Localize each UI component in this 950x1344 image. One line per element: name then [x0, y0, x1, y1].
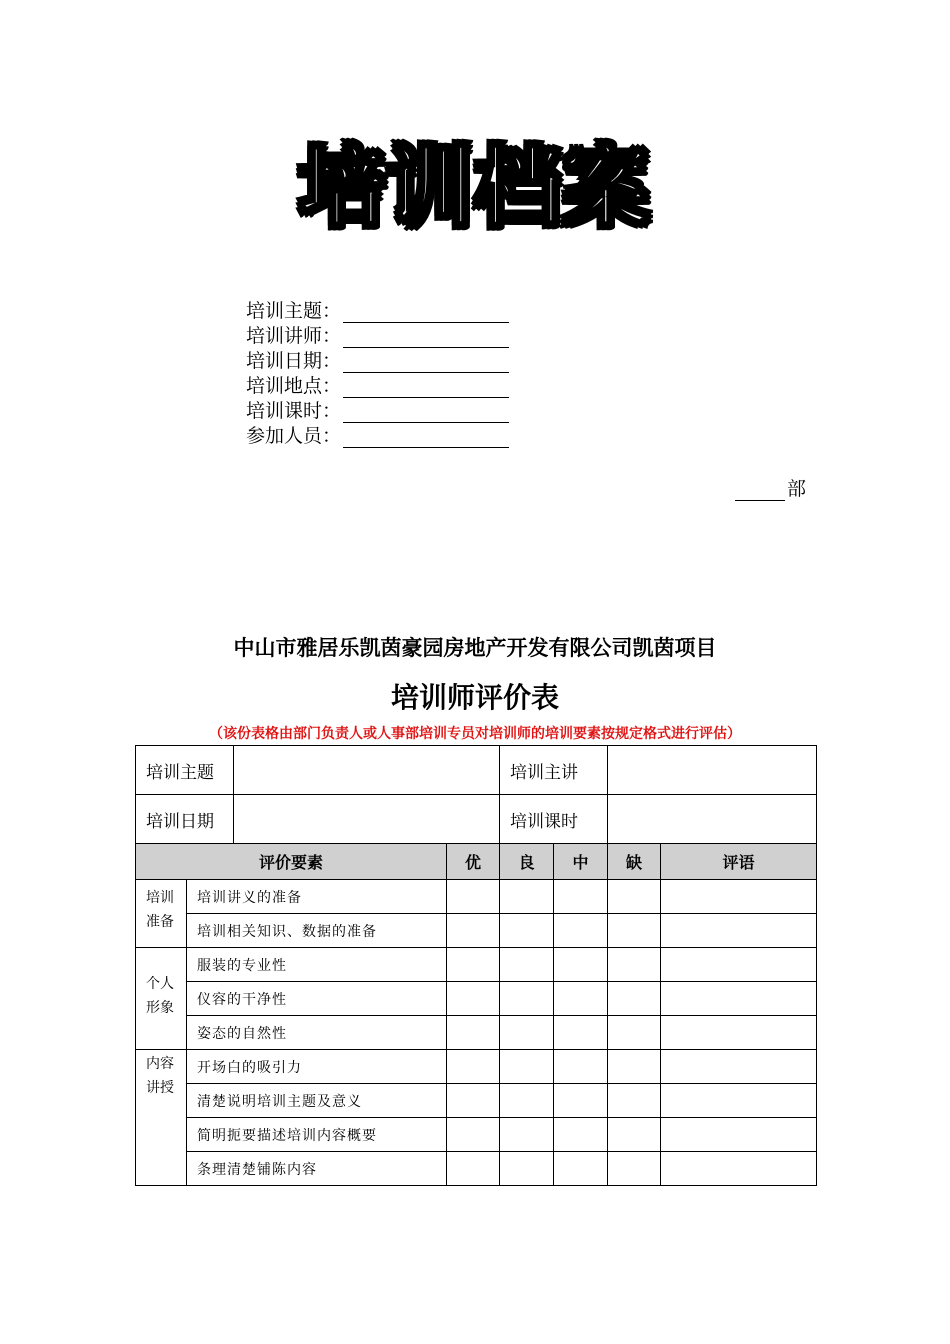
field-label: 培训讲师： [246, 325, 342, 347]
field-topic [246, 298, 509, 323]
item-label: 开场白的吸引力 [187, 1050, 447, 1084]
table-row [136, 948, 817, 982]
rating-good[interactable] [500, 1016, 554, 1050]
rating-good[interactable] [500, 948, 554, 982]
cover-fields [246, 298, 509, 448]
blank-line[interactable] [343, 328, 509, 348]
comment-cell[interactable] [661, 948, 817, 982]
rating-excellent[interactable] [447, 1016, 500, 1050]
header-lacking: 缺 [608, 844, 661, 880]
rating-good[interactable] [500, 1118, 554, 1152]
evaluation-table [135, 745, 817, 1186]
rating-medium[interactable] [554, 914, 608, 948]
comment-cell[interactable] [661, 880, 817, 914]
item-label: 简明扼要描述培训内容概要 [187, 1118, 447, 1152]
rating-medium[interactable] [554, 880, 608, 914]
comment-cell[interactable] [661, 982, 817, 1016]
category-label: 培训准备 [146, 890, 174, 930]
comment-cell[interactable] [661, 914, 817, 948]
rating-medium[interactable] [554, 982, 608, 1016]
cover-title: 培训档案 [299, 138, 651, 238]
field-hours [246, 398, 509, 423]
blank-line[interactable] [343, 428, 509, 448]
rating-lacking[interactable] [608, 1050, 661, 1084]
blank-line[interactable] [735, 480, 785, 501]
field-lecturer [246, 323, 509, 348]
form-note: （该份表格由部门负责人或人事部培训专员对培训师的培训要素按规定格式进行评估） [209, 726, 741, 742]
item-label: 仪容的干净性 [187, 982, 447, 1016]
field-label: 培训日期： [246, 350, 342, 372]
comment-cell[interactable] [661, 1084, 817, 1118]
table-row [136, 1084, 817, 1118]
rating-excellent[interactable] [447, 1152, 500, 1186]
date-input[interactable] [234, 795, 500, 844]
item-label: 清楚说明培训主题及意义 [187, 1084, 447, 1118]
rating-lacking[interactable] [608, 1016, 661, 1050]
field-label: 培训主题： [246, 300, 342, 322]
field-label: 参加人员： [246, 425, 342, 447]
item-label: 姿态的自然性 [187, 1016, 447, 1050]
comment-cell[interactable] [661, 1118, 817, 1152]
field-location [246, 373, 509, 398]
comment-cell[interactable] [661, 1016, 817, 1050]
table-row [136, 1050, 817, 1084]
field-label: 培训地点： [246, 375, 342, 397]
item-label: 条理清楚铺陈内容 [187, 1152, 447, 1186]
rating-excellent[interactable] [447, 880, 500, 914]
blank-line[interactable] [343, 403, 509, 423]
blank-line[interactable] [343, 303, 509, 323]
hours-input[interactable] [608, 795, 817, 844]
info-row-date [136, 795, 817, 844]
rating-lacking[interactable] [608, 948, 661, 982]
header-row [136, 844, 817, 880]
rating-excellent[interactable] [447, 1050, 500, 1084]
table-row [136, 1016, 817, 1050]
field-label: 培训课时： [246, 400, 342, 422]
rating-medium[interactable] [554, 1118, 608, 1152]
item-label: 培训相关知识、数据的准备 [187, 914, 447, 948]
item-label: 服装的专业性 [187, 948, 447, 982]
rating-lacking[interactable] [608, 982, 661, 1016]
rating-good[interactable] [500, 1152, 554, 1186]
department-suffix: 部 [787, 478, 807, 500]
form-title: 培训师评价表 [390, 681, 559, 714]
header-medium: 中 [554, 844, 608, 880]
lecturer-label: 培训主讲 [500, 746, 608, 795]
blank-line[interactable] [343, 353, 509, 373]
rating-excellent[interactable] [447, 948, 500, 982]
topic-input[interactable] [234, 746, 500, 795]
info-row-topic [136, 746, 817, 795]
rating-good[interactable] [500, 914, 554, 948]
rating-lacking[interactable] [608, 914, 661, 948]
category-cell [136, 880, 187, 948]
rating-excellent[interactable] [447, 1084, 500, 1118]
item-label: 培训讲义的准备 [187, 880, 447, 914]
comment-cell[interactable] [661, 1152, 817, 1186]
rating-medium[interactable] [554, 948, 608, 982]
category-cell [136, 948, 187, 1050]
field-date [246, 348, 509, 373]
rating-excellent[interactable] [447, 1118, 500, 1152]
table-row [136, 982, 817, 1016]
topic-label: 培训主题 [136, 746, 234, 795]
header-good: 良 [500, 844, 554, 880]
table-row [136, 1152, 817, 1186]
table-row [136, 880, 817, 914]
rating-lacking[interactable] [608, 1152, 661, 1186]
rating-good[interactable] [500, 1084, 554, 1118]
rating-medium[interactable] [554, 1084, 608, 1118]
date-label: 培训日期 [136, 795, 234, 844]
rating-medium[interactable] [554, 1050, 608, 1084]
category-label: 内容讲授 [146, 1056, 174, 1096]
rating-good[interactable] [500, 982, 554, 1016]
category-cell [136, 1050, 187, 1186]
table-row [136, 1118, 817, 1152]
blank-line[interactable] [343, 378, 509, 398]
rating-excellent[interactable] [447, 982, 500, 1016]
rating-good[interactable] [500, 880, 554, 914]
field-participants [246, 423, 509, 448]
rating-good[interactable] [500, 1050, 554, 1084]
hours-label: 培训课时 [500, 795, 608, 844]
rating-excellent[interactable] [447, 914, 500, 948]
rating-lacking[interactable] [608, 1084, 661, 1118]
header-comments: 评语 [661, 844, 817, 880]
header-excellent: 优 [447, 844, 500, 880]
comment-cell[interactable] [661, 1050, 817, 1084]
department-field [735, 474, 806, 501]
rating-lacking[interactable] [608, 880, 661, 914]
rating-lacking[interactable] [608, 1118, 661, 1152]
category-label: 个人形象 [146, 976, 174, 1016]
rating-medium[interactable] [554, 1152, 608, 1186]
company-name: 中山市雅居乐凯茵豪园房地产开发有限公司凯茵项目 [233, 636, 717, 660]
table-row [136, 914, 817, 948]
lecturer-input[interactable] [608, 746, 817, 795]
header-elements: 评价要素 [136, 844, 447, 880]
rating-medium[interactable] [554, 1016, 608, 1050]
